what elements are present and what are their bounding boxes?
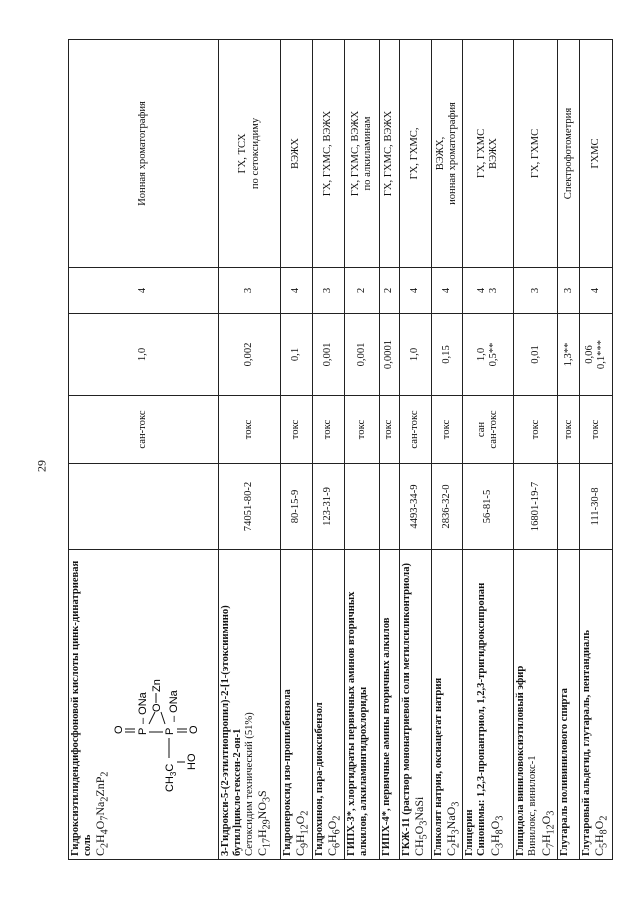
substance-name: Гидрохинон, пара-диоксибензол xyxy=(313,702,325,856)
substance-cell xyxy=(580,550,613,860)
cell-value-line: 3 xyxy=(488,287,500,294)
cas-number xyxy=(379,464,399,550)
chemical-formula: $C_2H_4O_7Na_2ZnP_2$ xyxy=(93,771,111,856)
cell-value-line: ВЭЖХ, xyxy=(434,136,446,171)
cell-value-line: токс xyxy=(290,419,302,440)
bond-line xyxy=(149,712,155,724)
cell-value-line: 0,15 xyxy=(440,345,452,364)
hazard-class xyxy=(379,268,399,314)
cell-value-line: 2 xyxy=(355,287,367,294)
bond-line xyxy=(161,712,165,724)
phosphorus-atom-label: P xyxy=(136,727,149,735)
cell-value-line: токс xyxy=(322,419,334,440)
substance-cell xyxy=(219,550,281,860)
cell-value-line: Спектрофотометрия xyxy=(562,107,574,200)
analysis-method xyxy=(558,40,580,268)
hazard-class xyxy=(219,268,281,314)
chemical-formula: $C_7H_{12}O_3$ xyxy=(538,810,556,856)
cell-value-line: 3 xyxy=(562,287,574,294)
cell-value-line: ГХ, ГХМС xyxy=(529,128,541,179)
cell-value-line: по сетоксидиму xyxy=(249,117,261,190)
substance-cell xyxy=(431,550,463,860)
limit-value xyxy=(558,314,580,396)
substance-name: 3-Гидрокси-5-(2-этилтиопропил)-2-[1-(этоксиимино) бутил]цикло-гексен-2-он-1 xyxy=(220,605,244,856)
cell-value-line: 0,0001 xyxy=(383,339,395,370)
analysis-method xyxy=(312,40,344,268)
hazard-class xyxy=(312,268,344,314)
ona-group-label: – ONa xyxy=(136,692,149,724)
substance-synonyms: Синонимы: 1,2,3-пропантриол, 1,2,3-тригидроксипропан xyxy=(476,582,488,856)
hydroxyl-group-label: HO xyxy=(185,753,198,770)
analysis-method xyxy=(281,40,313,268)
substance-name: Глутараль поливинилового спирта xyxy=(559,688,571,856)
hazard-indicator xyxy=(399,396,431,464)
cell-value-line: ГХ, ГХМС xyxy=(476,128,488,179)
hazard-class xyxy=(514,268,558,314)
cell-value-line: ионная хроматография xyxy=(446,102,458,205)
methyl-carbon-label: $CH_3C$ xyxy=(163,763,178,792)
cell-value-line: 0,001 xyxy=(322,342,334,367)
chemical-formula: $C_2H_3NaO_3$ xyxy=(443,801,461,856)
substance-name: Глицидола виниловоксиэтиловый эфир xyxy=(515,665,527,856)
hazard-class xyxy=(463,268,514,314)
substance-cell xyxy=(558,550,580,860)
substance-cell xyxy=(312,550,344,860)
cell-value-line: 0,002 xyxy=(243,342,255,367)
cell-value-line: токс xyxy=(529,419,541,440)
hazard-indicator xyxy=(558,396,580,464)
cell-value-line: 4 xyxy=(137,287,149,294)
analysis-method xyxy=(514,40,558,268)
cell-value-line: сан-токс xyxy=(137,410,149,449)
limit-value xyxy=(69,314,219,396)
cas-number xyxy=(558,464,580,550)
chemical-formula: $C_3H_8O_3$ xyxy=(487,815,505,856)
limit-value xyxy=(379,314,399,396)
cas-number: 2836-32-0 xyxy=(431,464,463,550)
cell-value-line: 1,3** xyxy=(562,342,574,367)
chemical-formula: $CH_5O_3NaSi$ xyxy=(411,796,430,856)
cell-value-line: Ионная хроматография xyxy=(137,101,149,206)
cas-number: 4493-34-9 xyxy=(399,464,431,550)
ona-group-label: – ONa xyxy=(167,690,180,722)
hazard-indicator xyxy=(379,396,399,464)
cell-value-line: 0,001 xyxy=(355,342,367,367)
substance-cell xyxy=(379,550,399,860)
limit-value xyxy=(219,314,281,396)
substance-table xyxy=(68,39,613,860)
phosphorus-atom-label: P xyxy=(163,727,176,735)
hazard-indicator xyxy=(219,396,281,464)
cell-value-line: 0,01 xyxy=(529,345,541,364)
chemical-formula: $C_{17}H_{29}NO_3S$ xyxy=(255,790,273,856)
cell-value-line: 4 xyxy=(476,287,488,294)
limit-value xyxy=(399,314,431,396)
cell-value-line: ГХ, ТСХ xyxy=(237,133,249,174)
hazard-indicator xyxy=(69,396,219,464)
cell-value-line: ГХ, ГХМС, ВЭЖХ xyxy=(322,110,334,197)
zinc-atom-label: Zn xyxy=(150,679,163,692)
analysis-method xyxy=(431,40,463,268)
hazard-class xyxy=(69,268,219,314)
cas-number: 111-30-8 xyxy=(580,464,613,550)
substance-cell xyxy=(69,550,219,860)
hazard-indicator xyxy=(312,396,344,464)
hazard-indicator xyxy=(463,396,514,464)
cell-value-line: токс xyxy=(243,419,255,440)
cell-value-line: 0,5** xyxy=(488,342,500,367)
cell-value-line: сан-токс xyxy=(488,410,500,449)
cell-value-line: ГХМС xyxy=(590,138,602,169)
cas-number: 16801-19-7 xyxy=(514,464,558,550)
structure-diagram xyxy=(111,553,201,796)
substance-name: Глутаровый альдегид, глутараль, пентандиаль xyxy=(581,630,593,856)
substance-name: Глицерин xyxy=(464,809,476,856)
substance-cell xyxy=(399,550,431,860)
hazard-class xyxy=(580,268,613,314)
chemical-formula: $C_5H_8O_2$ xyxy=(592,815,610,856)
cell-value-line: 4 xyxy=(590,287,602,294)
chemical-formula: $C_9H_{12}O_2$ xyxy=(293,810,311,856)
analysis-method xyxy=(69,40,219,268)
hazard-class xyxy=(344,268,379,314)
cell-value-line: ВЭЖХ xyxy=(290,138,302,169)
substance-name: Гидропероксид изо-пропилбензола xyxy=(282,689,293,856)
cas-number: 74051-80-2 xyxy=(219,464,281,550)
substance-name: ГИПХ-4*, первичные амины вторичных алкилов xyxy=(380,617,392,856)
rotated-table-wrapper xyxy=(68,40,608,860)
cell-value-line: ГХ, ГХМС, ВЭЖХ xyxy=(383,110,395,197)
hazard-indicator xyxy=(281,396,313,464)
analysis-method xyxy=(219,40,281,268)
hazard-indicator xyxy=(344,396,379,464)
table-row xyxy=(69,40,219,860)
cas-number: 123-31-9 xyxy=(312,464,344,550)
cell-value-line: 0,06 xyxy=(584,345,596,364)
cell-value-line: 1,0 xyxy=(476,347,488,362)
chemical-formula: $C_6H_6O_2$ xyxy=(324,815,343,856)
cell-value-line: токс xyxy=(562,419,574,440)
cell-value-line: 0,1 xyxy=(290,347,302,362)
table-row xyxy=(312,40,344,860)
analysis-method xyxy=(399,40,431,268)
oxygen-atom-label: O xyxy=(150,703,163,712)
analysis-method xyxy=(580,40,613,268)
cell-value-line: 1,0 xyxy=(137,347,149,362)
hazard-class xyxy=(399,268,431,314)
analysis-method xyxy=(379,40,399,268)
cell-value-line: 4 xyxy=(440,287,452,294)
substance-name: ГИПХ-3*, хлоргидраты первичных аминов вторичных алкилов, алкиламингидрохлориды xyxy=(345,591,369,856)
cell-value-line: сан-токс xyxy=(409,410,421,449)
substance-name: Гликолят натрия, оксиацетат натрия xyxy=(432,677,444,856)
cell-value-line: токс xyxy=(383,419,395,440)
cell-value-line: 4 xyxy=(409,287,421,294)
table-row xyxy=(379,40,399,860)
limit-value xyxy=(463,314,514,396)
cas-number: 56-81-5 xyxy=(463,464,514,550)
hazard-class xyxy=(431,268,463,314)
hazard-indicator xyxy=(580,396,613,464)
substance-name: ГКЖ-11 (раствор мононатриевой соли метилсиликонтриола) xyxy=(400,562,412,856)
analysis-method xyxy=(463,40,514,268)
oxygen-atom-label: O xyxy=(187,725,200,734)
cell-value-line: 3 xyxy=(243,287,255,294)
limit-value xyxy=(281,314,313,396)
cell-value-line: 4 xyxy=(290,287,302,294)
cell-value-line: токс xyxy=(440,419,452,440)
table-row xyxy=(580,40,613,860)
table-row xyxy=(514,40,558,860)
substance-cell xyxy=(281,550,313,860)
structural-formula xyxy=(111,646,200,796)
cell-value-line: токс xyxy=(590,419,602,440)
cell-value-line: 3 xyxy=(322,287,334,294)
hazard-class xyxy=(558,268,580,314)
cell-value-line: 3 xyxy=(529,287,541,294)
table-row xyxy=(431,40,463,860)
limit-value xyxy=(431,314,463,396)
substance-cell xyxy=(514,550,558,860)
limit-value xyxy=(580,314,613,396)
table-row xyxy=(281,40,313,860)
table-row xyxy=(463,40,514,860)
hazard-indicator xyxy=(431,396,463,464)
page-number: 29 xyxy=(34,460,49,472)
cell-value-line: 1,0 xyxy=(409,347,421,362)
substance-note: Винилокс, винилокс-1 xyxy=(527,755,539,856)
cell-value-line: по алкиламинам xyxy=(361,116,373,191)
hazard-indicator xyxy=(514,396,558,464)
oxygen-atom-label: O xyxy=(112,725,125,734)
table-row xyxy=(399,40,431,860)
limit-value xyxy=(344,314,379,396)
hazard-class xyxy=(281,268,313,314)
cas-number xyxy=(344,464,379,550)
cell-value-line: ВЭЖХ xyxy=(488,138,500,169)
cell-value-line: 0,1*** xyxy=(596,339,608,370)
table-row xyxy=(558,40,580,860)
cas-number: 80-15-9 xyxy=(281,464,313,550)
cell-value-line: сан xyxy=(476,421,488,438)
cell-value-line: токс xyxy=(355,419,367,440)
cas-number xyxy=(69,464,219,550)
analysis-method xyxy=(344,40,379,268)
limit-value xyxy=(312,314,344,396)
substance-note: Сетоксидим технический (51%) xyxy=(244,712,256,856)
substance-name: Гидроксиэтилидендифосфоновой кислоты цинк-динатриевая соль xyxy=(70,560,94,856)
table-row xyxy=(344,40,379,860)
table-row xyxy=(219,40,281,860)
limit-value xyxy=(514,314,558,396)
substance-cell xyxy=(463,550,514,860)
substance-cell xyxy=(344,550,379,860)
cell-value-line: ГХ, ГХМС, ВЭЖХ xyxy=(349,110,361,197)
cell-value-line: 2 xyxy=(383,287,395,294)
cell-value-line: ГХ, ГХМС, xyxy=(409,127,421,180)
